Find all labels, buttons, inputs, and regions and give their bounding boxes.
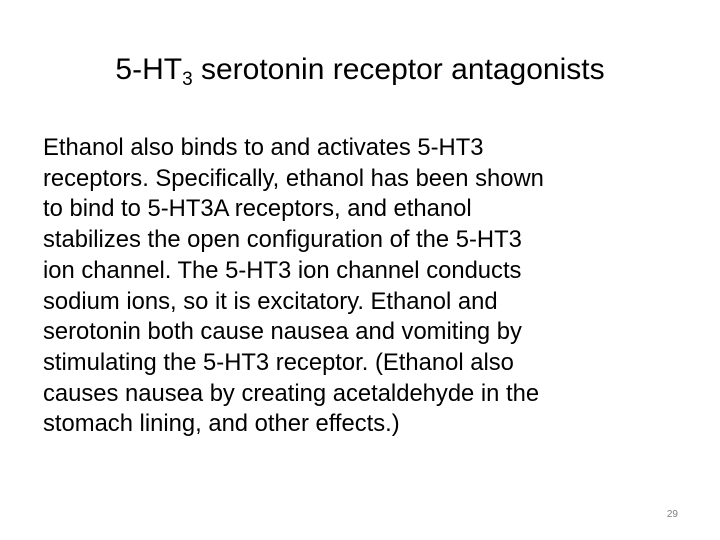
body-text-line: causes nausea by creating acetaldehyde in the xyxy=(43,379,540,407)
slide-title-prefix: 5-HT xyxy=(115,53,183,86)
body-text-line: receptors. Specifically, ethanol has been shown xyxy=(43,164,544,192)
slide-title xyxy=(0,50,720,90)
body-text-line: stomach lining, and other effects.) xyxy=(43,410,400,438)
body-text-line: sodium ions, so it is excitatory. Ethanol and xyxy=(43,287,498,315)
slide-title-subscript: 3 xyxy=(182,69,193,90)
body-text-line: to bind to 5-HT3A receptors, and ethanol xyxy=(43,195,472,223)
body-text-line: Ethanol also binds to and activates 5-HT3 xyxy=(43,134,484,161)
body-text-line: ion channel. The 5-HT3 ion channel conducts xyxy=(43,256,522,284)
body-text-line: stimulating the 5-HT3 receptor. (Ethanol also xyxy=(43,348,514,376)
body-text-line: serotonin both cause nausea and vomiting by xyxy=(43,318,522,346)
body-text-line: stabilizes the open configuration of the 5-HT3 xyxy=(43,226,522,254)
slide-title-suffix: serotonin receptor antagonists xyxy=(192,53,605,86)
page-number: 29 xyxy=(666,509,678,520)
slide-body-text xyxy=(43,133,703,440)
